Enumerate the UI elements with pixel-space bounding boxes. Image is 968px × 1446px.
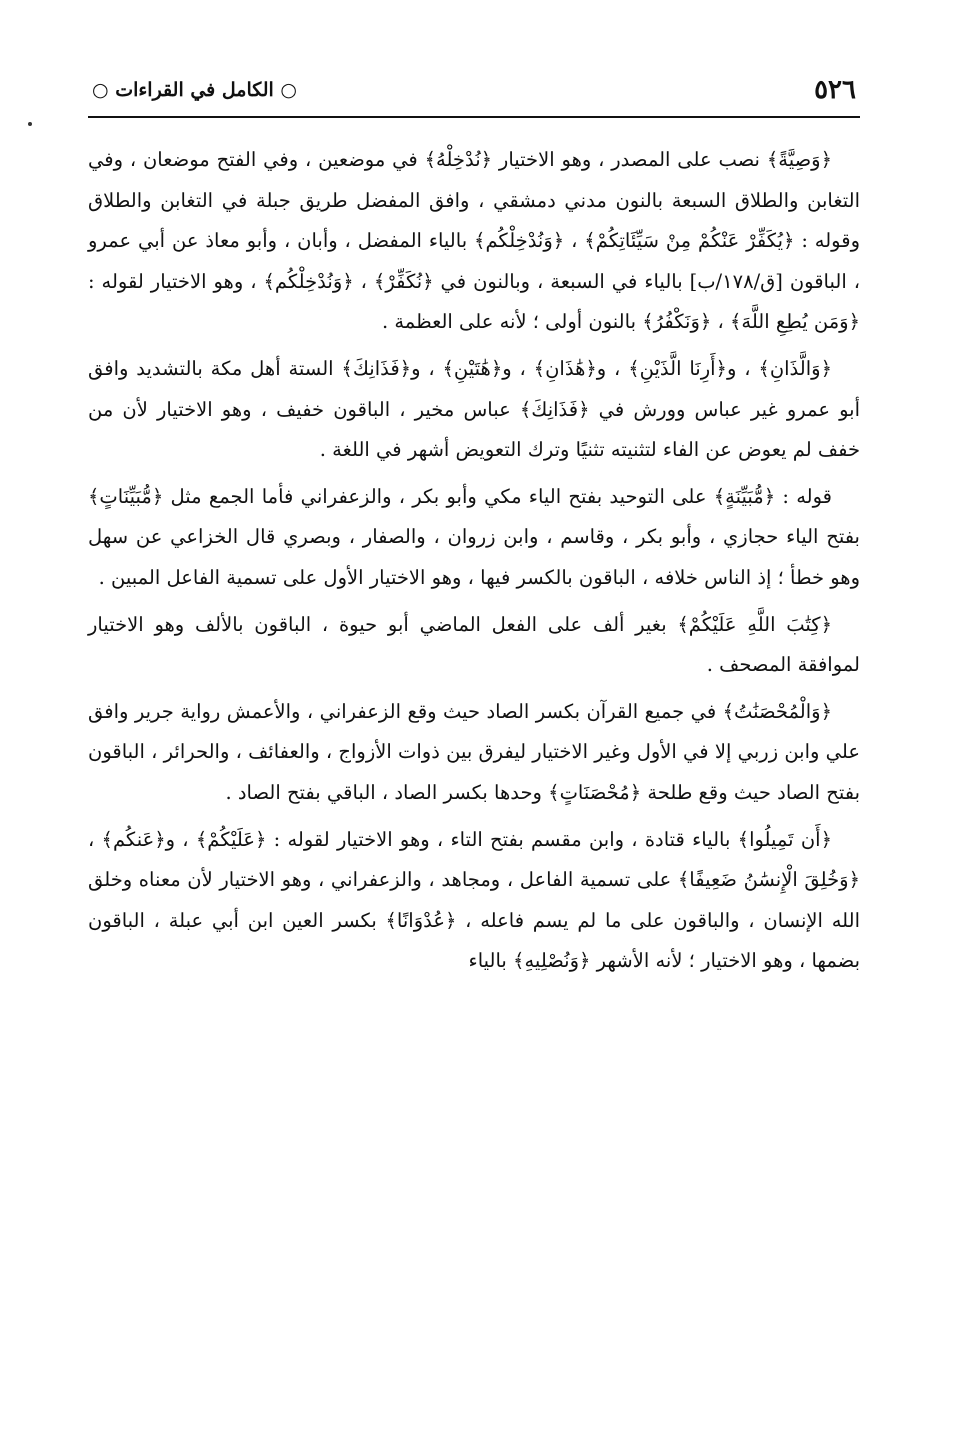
paragraph: ﴿أَن تَمِيلُوا﴾ بالياء قتادة ، وابن مقسم بفتح التاء ، وهو الاختيار لقوله : ﴿عَلَيْكُمْ﴾ ، و﴿عَنكُم﴾ ، ﴿وَخُلِقَ الْإِنسَٰنُ ضَعِيفًا﴾ على تسمية الفاعل ، ومجاهد ، والزعفراني ، وهو الاختيار لأن معناه وخلق الله الإنسان ، والباقون على ما لم يسم فاعله ، ﴿عُدْوَانًا﴾ بكسر العين ابن أبي عبلة ، الباقون بضمها ، وهو الاختيار ؛ لأنه الأشهر ﴿وَنُصْلِيهِ﴾ بالياء — [88, 827, 860, 973]
paragraph: ﴿وَالْمُحْصَنَٰتُ﴾ في جميع القرآن بكسر الصاد حيث وقع الزعفراني ، والأعمش رواية جرير وافق علي وابن زربي إلا في الأول وغير الاختيار ليفرق بين ذوات الأزواج ، والعفائف ، والحرائر ، الباقون بفتح الصاد حيث وقع طلحة ﴿مُحْصَنَاتٍ﴾ وحدها بكسر الصاد ، الباقي بفتح الصاد . — [88, 699, 860, 804]
paragraph: ﴿وَصِيَّةً﴾ نصب على المصدر ، وهو الاختيار ﴿نُدْخِلْهُ﴾ في موضعين ، وفي الفتح موضعان ، وفي التغابن والطلاق السبعة بالنون مدني دمشقي ، وافق المفضل طريق جبلة في التغابن والطلاق وقوله : ﴿يُكَفِّرْ عَنْكُمْ مِنْ سَيِّئَاتِكُمْ﴾ ، ﴿وَنُدْخِلْكُم﴾ بالياء المفضل ، وأبان ، وأبو معاذ عن أبي عمرو ، الباقون [ق/١٧٨/ب] بالياء في السبعة ، وبالنون في ﴿نُكَفِّرْ﴾ ، ﴿وَنُدْخِلْكُم﴾ ، وهو الاختيار لقوله : ﴿وَمَن يُطِعِ اللَّهَ﴾ ، ﴿وَنَكْفُرُ﴾ بالنون أولى ؛ لأنه على العظمة . — [88, 148, 860, 334]
scan-speck — [28, 122, 32, 126]
paragraph: قوله : ﴿مُّبَيِّنَةٍ﴾ على التوحيد بفتح الياء مكي وأبو بكر ، والزعفراني فأما الجمع مثل ﴿مُّبَيِّنَاتٍ﴾ بفتح الياء حجازي ، وأبو بكر ، وقاسم ، وابن زروان ، والصفار ، وبصري قال الخزاعي عن سهل وهو خطأ ؛ إذ الناس خلافه ، الباقون بالكسر فيها ، وهو الاختيار الأول على تسمية الفاعل المبين . — [88, 484, 860, 589]
book-page — [88, 70, 860, 988]
paragraph: ﴿وَالَّذَانِ﴾ ، و﴿أَرِنَا الَّذَيْنِ﴾ ، و﴿هَٰذَانِ﴾ ، و﴿هَٰتَيْنِ﴾ ، و﴿فَذَانِكَ﴾ الستة أهل مكة بالتشديد وافق أبو عمرو غير عباس وورش في ﴿فَذَانِكَ﴾ عباس مخير ، الباقون خفيف ، وهو الاختيار لأن من خفف لم يعوض عن الفاء لتثنيته تثنيًا وترك التعويض أشهر في اللغة . — [88, 356, 860, 462]
page-number: ٥٢٦ — [814, 75, 856, 105]
paragraph: ﴿كِتَٰبَ اللَّهِ عَلَيْكُمْ﴾ بغير ألف على الفعل الماضي أبو حيوة ، الباقون بالألف وهو الاختيار لموافقة المصحف . — [88, 612, 860, 677]
running-header — [88, 70, 860, 118]
book-title: ○ الكامل في القراءات ○ — [92, 79, 297, 101]
page-body — [88, 140, 860, 982]
